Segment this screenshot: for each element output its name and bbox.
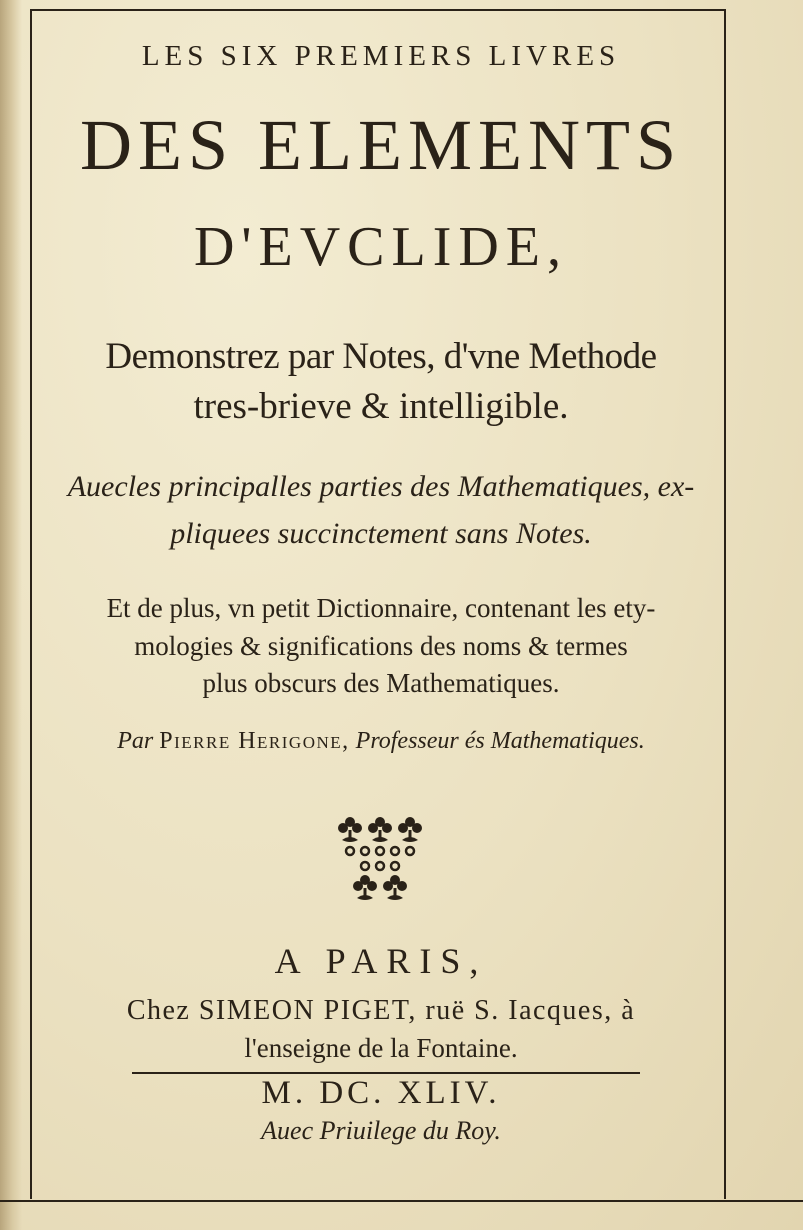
- author-title: Professeur és Mathematiques.: [355, 728, 645, 754]
- imprint-publisher: Chez SIMEON PIGET, ruë S. Iacques, à: [126, 995, 636, 1026]
- author-line: [36, 728, 726, 755]
- page-gutter: [0, 0, 22, 1230]
- royal-privilege: Auec Priuilege du Roy.: [261, 1116, 501, 1145]
- subtitle-line-1: Demonstrez par Notes, d'vne Methode: [105, 336, 657, 377]
- author-name: Pierre Herigone,: [159, 728, 350, 754]
- italic-line-2: pliquees succinctement sans Notes.: [170, 517, 592, 550]
- imprint-rule: [132, 1072, 640, 1074]
- author-prefix: Par: [117, 728, 154, 754]
- dictionary-line-3: plus obscurs des Mathematiques.: [202, 668, 560, 698]
- title-line-2: DES ELEMENTS: [80, 105, 682, 185]
- subtitle-line-2: tres-brieve & intelligible.: [193, 386, 569, 427]
- imprint-city: A PARIS,: [274, 941, 488, 981]
- bottom-border-rule: [0, 1200, 803, 1202]
- italic-line-1: Auecles principalles parties des Mathematiques, ex-: [67, 470, 695, 503]
- dictionary-line-1: Et de plus, vn petit Dictionnaire, contenant les ety-: [106, 593, 656, 623]
- title-line-3: D'EVCLIDE,: [193, 216, 569, 278]
- imprint-date: M. DC. XLIV.: [261, 1075, 501, 1111]
- fleuron-ornament-icon: [330, 808, 430, 908]
- title-line-1: LES SIX PREMIERS LIVRES: [141, 40, 621, 72]
- dictionary-line-2: mologies & significations des noms & termes: [134, 631, 628, 661]
- imprint-sign: l'enseigne de la Fontaine.: [244, 1033, 518, 1063]
